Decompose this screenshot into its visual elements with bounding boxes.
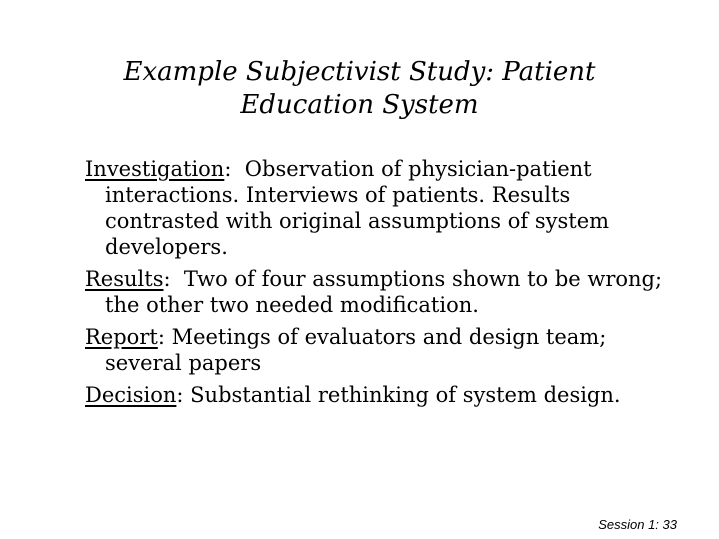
paragraph-text: Meetings of evaluators and design team; several papers [105,325,607,375]
paragraph-label: Investigation [85,157,225,181]
paragraph-separator: : [163,267,184,291]
paragraph-separator: : [224,157,245,181]
slide-footer: Session 1: 33 [598,517,677,532]
paragraph-label: Decision [85,383,177,407]
slide-body [85,156,685,414]
paragraph-text: Substantial rethinking of system design. [190,383,621,407]
paragraph-decision [85,382,685,408]
slide-title-line-2: Education System [240,90,479,120]
paragraph-report [85,324,685,376]
slide-title [40,56,679,122]
paragraph-text: Two of four assumptions shown to be wrong; the other two needed modification. [105,267,663,317]
paragraph-separator: : [176,383,191,407]
paragraph-label: Results [85,267,164,291]
slide-title-line-1: Example Subjectivist Study: Patient [123,57,596,87]
paragraph-results [85,266,685,318]
paragraph-separator: : [157,325,172,349]
paragraph-text: Observation of physician-patient interactions. Interviews of patients. Results contrasted with original assumptions of system developers. [105,157,610,259]
paragraph-investigation [85,156,685,260]
paragraph-label: Report [85,325,158,349]
